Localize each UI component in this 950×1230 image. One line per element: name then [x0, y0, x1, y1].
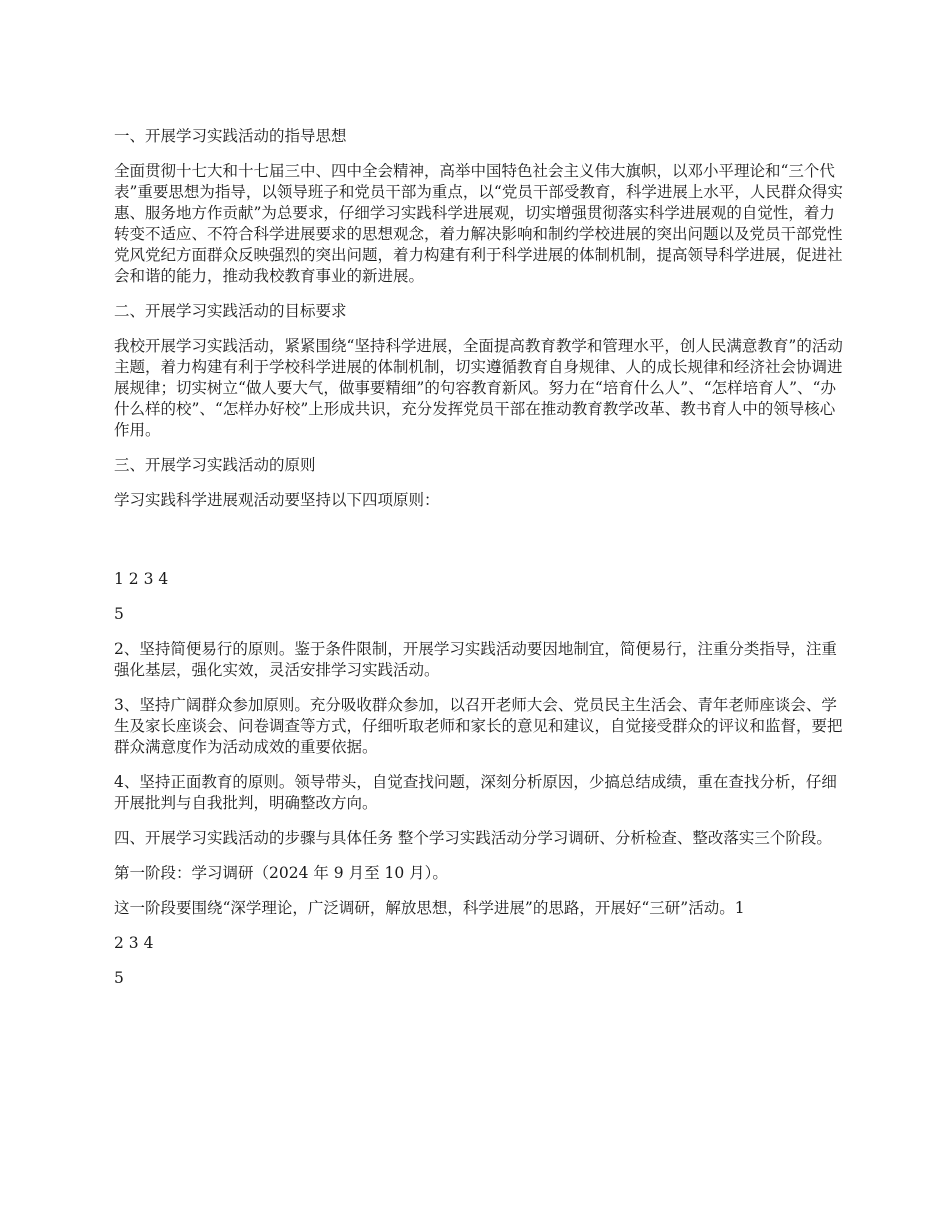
- principle-3: 3、坚持广阔群众参加原则。充分吸收群众参加，以召开老师大会、党员民主生活会、青年老师座谈会、学生及家长座谈会、问卷调查等方式，仔细听取老师和家长的意见和建议，自觉接受群众的评议和监督，要把群众满意度作为活动成效的重要依据。: [114, 696, 843, 756]
- list-numbers-4: 5: [114, 969, 124, 987]
- blank-gap: [114, 525, 844, 569]
- section-heading-2: 二、开展学习实践活动的目标要求: [114, 302, 347, 320]
- list-numbers-2: 5: [114, 605, 124, 623]
- paragraph-principles-intro: 学习实践科学进展观活动要坚持以下四项原则：: [114, 491, 440, 509]
- principle-4: 4、坚持正面教育的原则。领导带头，自觉查找问题，深刻分析原因，少搞总结成绩，重在查找分析，仔细开展批判与自我批判，明确整改方向。: [114, 773, 837, 812]
- document-page: [114, 126, 844, 1003]
- paragraph-goals: 我校开展学习实践活动，紧紧围绕“坚持科学进展，全面提高教育教学和管理水平，创人民满意教育”的活动主题，着力构建有利于学校科学进展的体制机制，切实遵循教育自身规律、人的成长规律和经济社会协调进展规律；切实树立“做人要大气，做事要精细”的句容教育新风。努力在“培育什么人”、“怎样培育人”、“办什么样的校”、“怎样办好校”上形成共识，充分发挥党员干部在推动教育教学改革、教书育人中的领导核心作用。: [114, 337, 843, 439]
- paragraph-guiding-thought: 全面贯彻十七大和十七届三中、四中全会精神，高举中国特色社会主义伟大旗帜，以邓小平理论和“三个代表”重要思想为指导，以领导班子和党员干部为重点，以“党员干部受教育，科学进展上水平，人民群众得实惠、服务地方作贡献”为总要求，仔细学习实践科学进展观，切实增强贯彻落实科学进展观的自觉性，着力转变不适应、不符合科学进展要求的思想观念，着力解决影响和制约学校进展的突出问题以及党员干部党性党风党纪方面群众反映强烈的突出问题，着力构建有利于科学进展的体制机制，提高领导科学进展，促进社会和谐的能力，推动我校教育事业的新进展。: [114, 162, 843, 285]
- list-numbers-1: 1 2 3 4: [114, 570, 169, 588]
- section-heading-3: 三、开展学习实践活动的原则: [114, 456, 316, 474]
- section-heading-4: 四、开展学习实践活动的步骤与具体任务 整个学习实践活动分学习调研、分析检查、整改落实三个阶段。: [114, 829, 832, 847]
- section-heading-1: 一、开展学习实践活动的指导思想: [114, 127, 347, 145]
- principle-2: 2、坚持简便易行的原则。鉴于条件限制，开展学习实践活动要因地制宜，简便易行，注重分类指导，注重强化基层，强化实效，灵活安排学习实践活动。: [114, 640, 837, 679]
- phase-one-paragraph: 这一阶段要围绕“深学理论，广泛调研，解放思想，科学进展”的思路，开展好“三研”活动。1: [114, 899, 745, 917]
- phase-one-heading: 第一阶段：学习调研（2024 年 9 月至 10 月）。: [114, 864, 448, 882]
- list-numbers-3: 2 3 4: [114, 934, 154, 952]
